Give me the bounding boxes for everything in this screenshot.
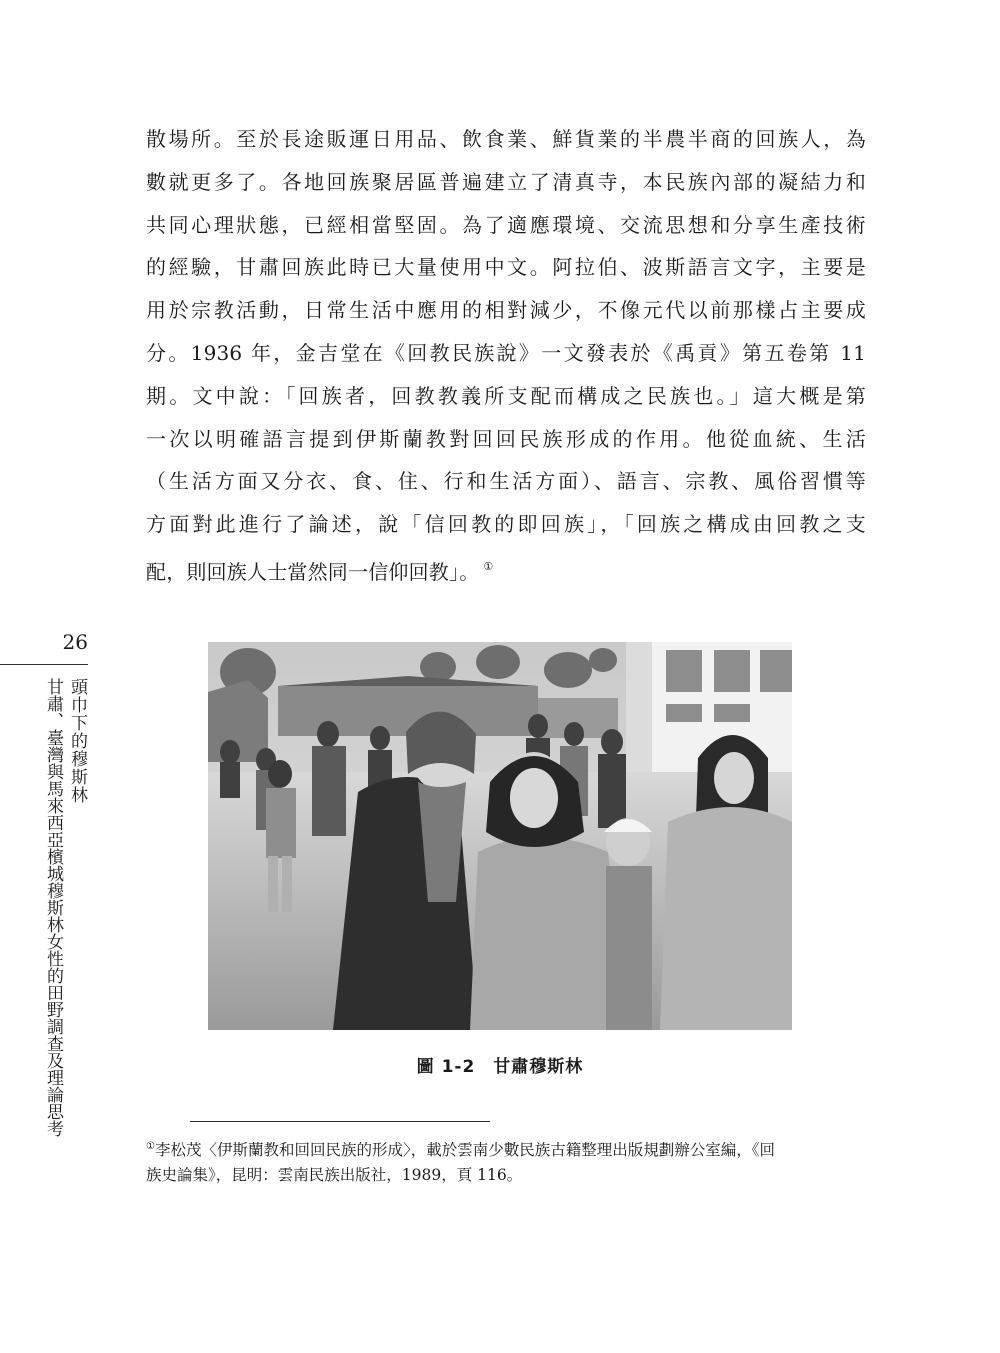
body-line: 期。文中說：「回族者，回教教義所支配而構成之民族也。」這大概是第 [146, 383, 866, 408]
body-line: 散場所。至於長途販運日用品、飲食業、鮮貨業的半農半商的回族人，為 [146, 127, 866, 151]
body-line: （生活方面又分衣、食、住、行和生活方面）、語言、宗教、風俗習慣等 [146, 469, 866, 494]
footnote-line [146, 1134, 866, 1163]
body-line: 方面對此進行了論述，說「信回教的即回族」，「回族之構成由回教之支 [146, 512, 866, 537]
running-title: 頭巾下的穆斯林 [67, 678, 87, 804]
body-line: 用於宗教活動，日常生活中應用的相對減少，不像元代以前那樣占主要成 [146, 298, 866, 323]
photo-gansu-muslims [208, 642, 792, 1030]
footnote [146, 1134, 866, 1188]
body-text [146, 118, 866, 589]
body-line: 數就更多了。各地回族聚居區普遍建立了清真寺，本民族內部的凝結力和 [146, 169, 866, 194]
body-line-last [146, 546, 866, 589]
footnote-reference[interactable]: ① [483, 559, 494, 573]
footnote-line: 族史論集》，昆明：雲南民族出版社，1989，頁 116。 [146, 1166, 523, 1184]
running-subtitle: 甘肅、臺灣與馬來西亞檳城穆斯林女性的田野調查及理論思考 [43, 678, 63, 1137]
footnote-text: 李松茂〈伊斯蘭教和回回民族的形成〉，載於雲南少數民族古籍整理出版規劃辦公室編，《回 [154, 1141, 775, 1159]
figure-caption: 圖 1-2 甘肅穆斯林 [416, 1057, 584, 1077]
side-rule [0, 664, 88, 665]
body-line: 一次以明確語言提到伊斯蘭教對回回民族形成的作用。他從血統、生活 [146, 426, 866, 451]
footnote-rule [190, 1121, 490, 1122]
body-line: 分。1936 年，金吉堂在《回教民族說》一文發表於《禹貢》第五卷第 11 [146, 340, 866, 365]
page-number: 26 [62, 630, 88, 654]
body-line-text: 配，則回族人士當然同一信仰回教」。 [146, 559, 480, 584]
footnote-mark: ① [146, 1141, 155, 1152]
body-line: 的經驗，甘肅回族此時已大量使用中文。阿拉伯、波斯語言文字，主要是 [146, 255, 866, 280]
body-line: 共同心理狀態，已經相當堅固。為了適應環境、交流思想和分享生產技術 [146, 212, 866, 237]
